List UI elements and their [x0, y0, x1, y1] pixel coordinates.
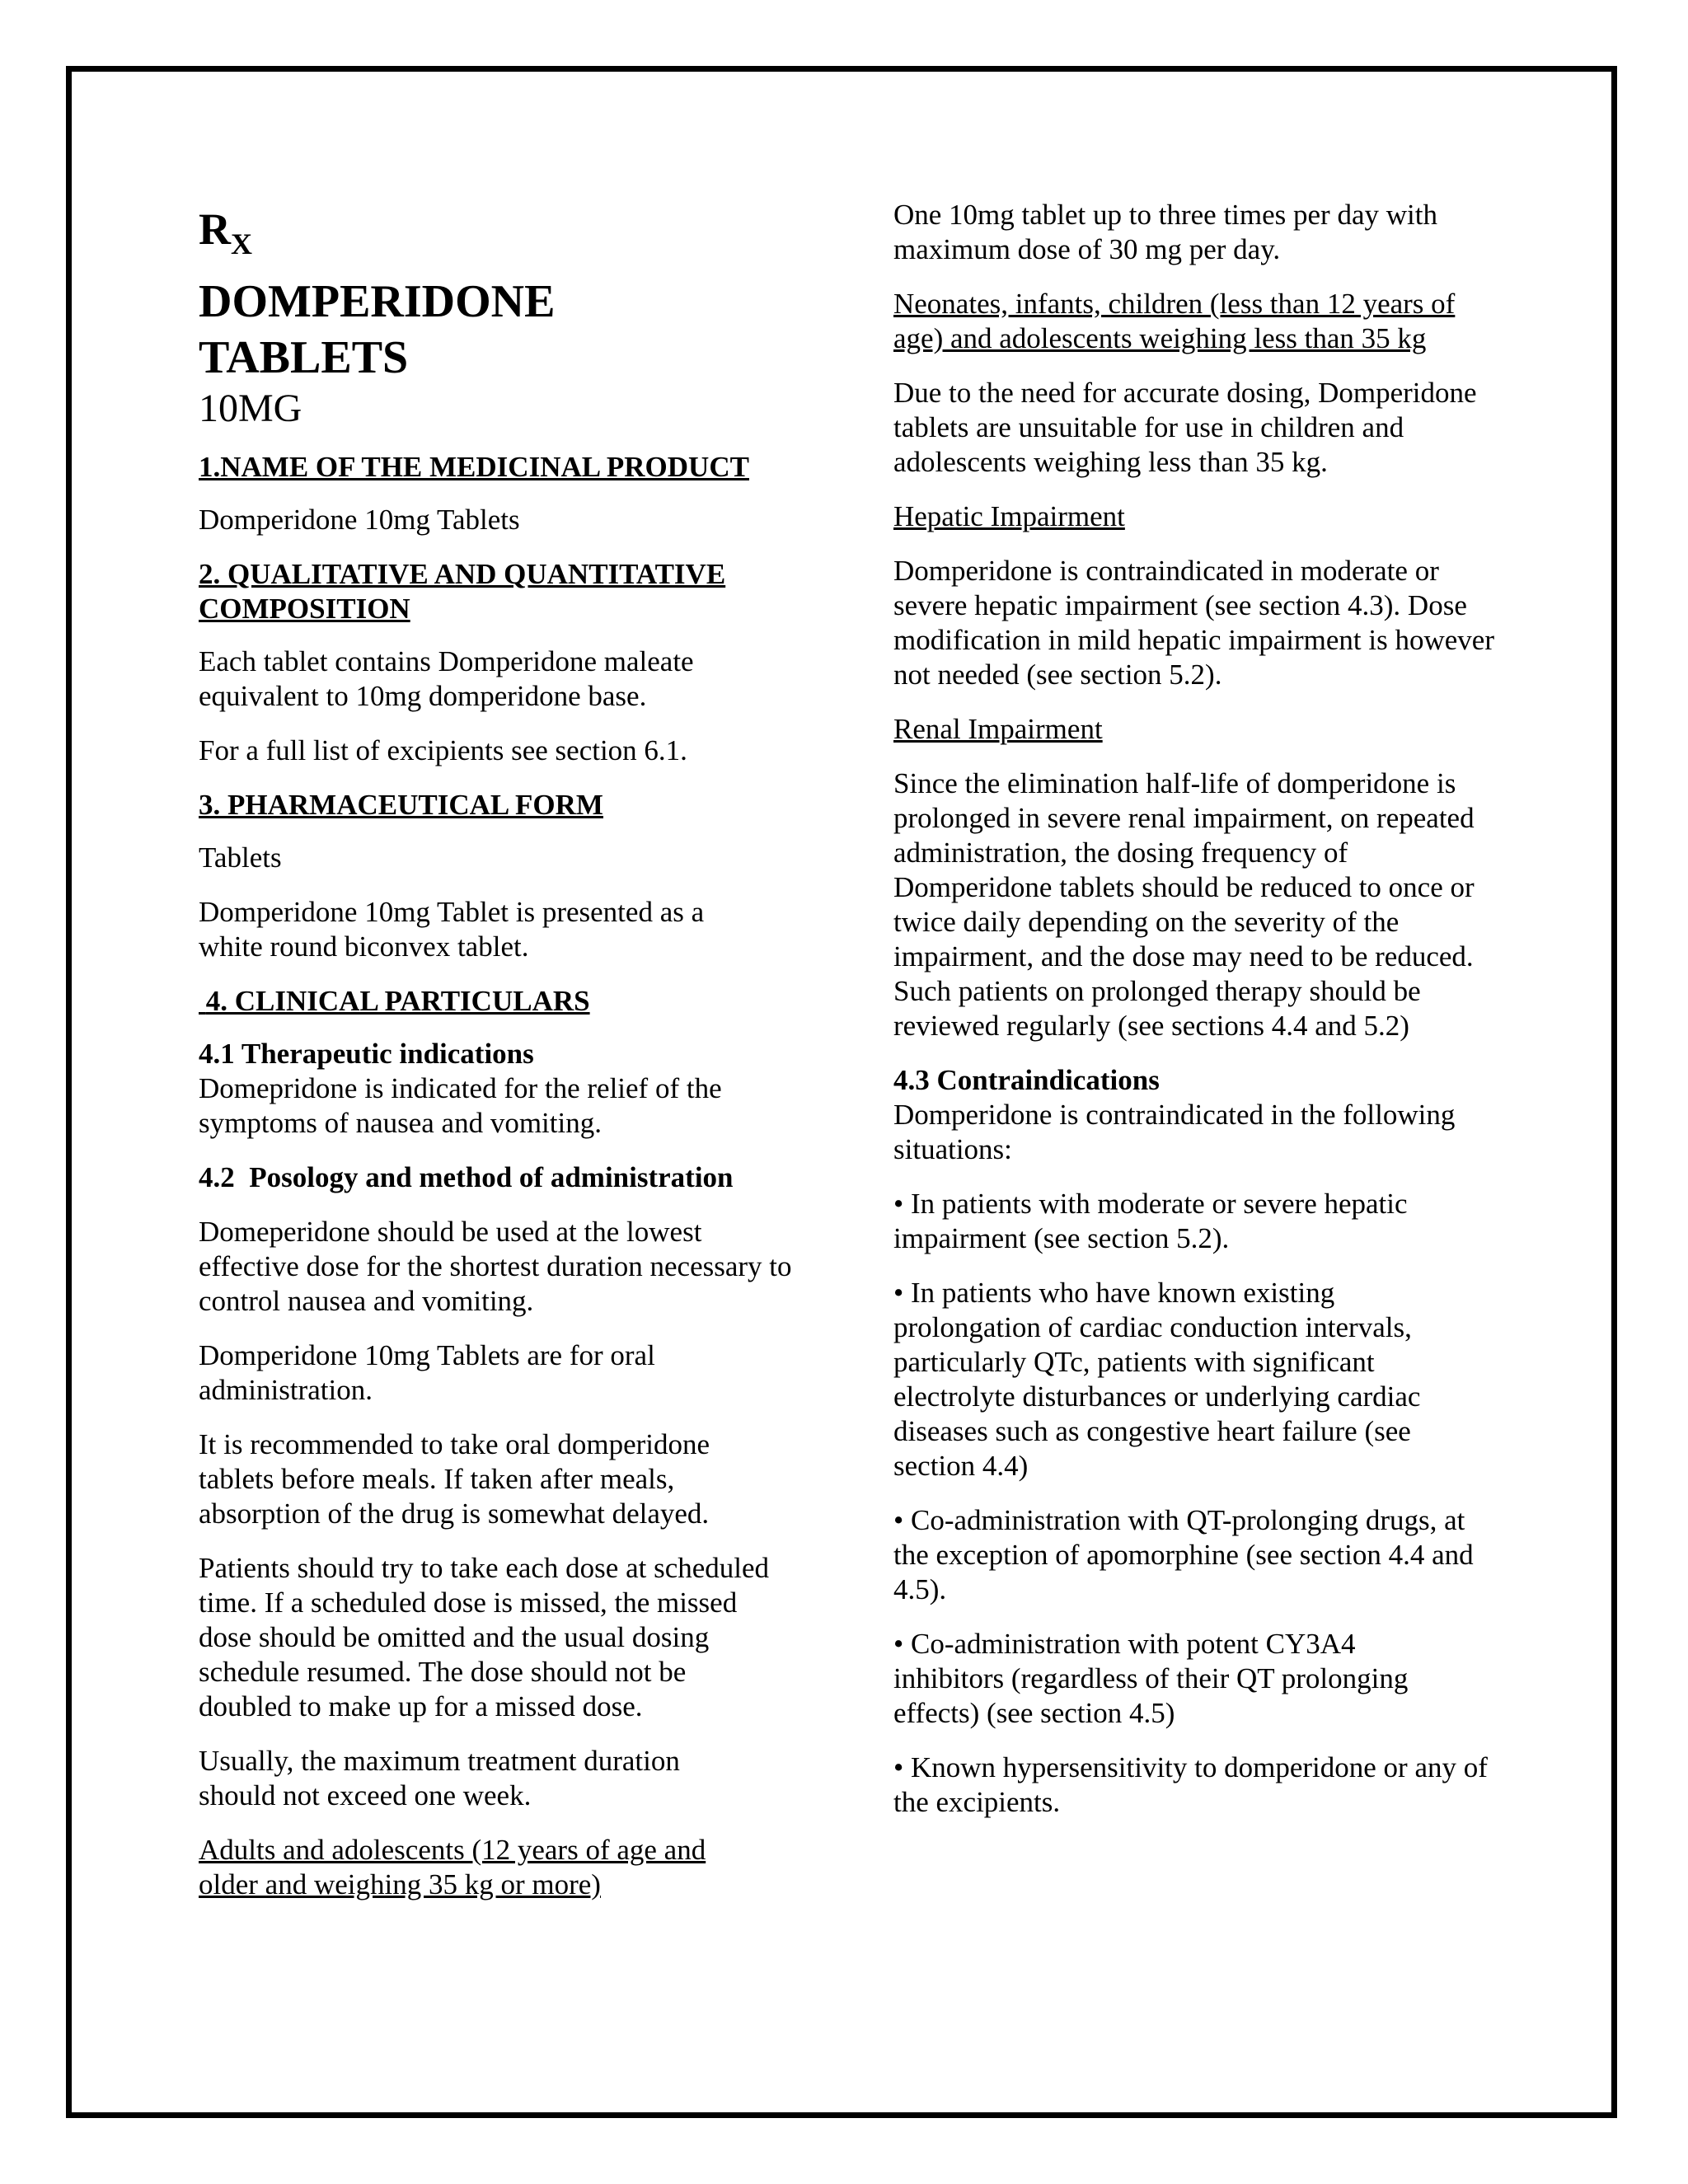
neonates-text: Due to the need for accurate dosing, Domperidone tablets are unsuitable for use in children and adolescents weighing less than 35 kg. — [893, 377, 1477, 478]
section-4-2-text-5: Usually, the maximum treatment duration should not exceed one week. — [199, 1745, 680, 1811]
contraindication-bullet-1: • In patients with moderate or severe hepatic impairment (see section 5.2). — [893, 1188, 1408, 1254]
rx-letter: R — [199, 204, 231, 254]
section-4-2-heading: 4.2 Posology and method of administration — [199, 1161, 734, 1193]
section-4-2-text-2: Domperidone 10mg Tablets are for oral administration. — [199, 1339, 655, 1406]
section-3-text-2: Domperidone 10mg Tablet is presented as a white round biconvex tablet. — [199, 896, 705, 963]
hepatic-heading: Hepatic Impairment — [893, 500, 1125, 532]
section-2-text-1: Each tablet contains Domperidone maleate equivalent to 10mg domperidone base. — [199, 645, 694, 712]
section-2-text-2: For a full list of excipients see section 6.1. — [199, 734, 687, 766]
section-4-3-heading: 4.3 Contraindications — [893, 1064, 1160, 1096]
section-1-text: Domperidone 10mg Tablets — [199, 504, 520, 536]
hepatic-text: Domperidone is contraindicated in moderate or severe hepatic impairment (see section 4.3). Dose modification in mild hepatic impairment is however not needed (see section 5.2). — [893, 555, 1494, 691]
section-3-text-1: Tablets — [199, 841, 282, 874]
product-title: DOMPERIDONE TABLETS — [199, 276, 556, 383]
contraindication-bullet-2: • In patients who have known existing prolongation of cardiac conduction intervals, particularly QTc, patients with significant electrolyte disturbances or underlying cardiac diseases such as congestive heart failure (see section 4.4) — [893, 1277, 1421, 1482]
left-column — [199, 198, 809, 1922]
neonates-heading: Neonates, infants, children (less than 12 years of age) and adolescents weighing less than 35 kg — [893, 288, 1456, 354]
contraindication-bullet-3: • Co-administration with QT-prolonging drugs, at the exception of apomorphine (see section 4.4 and 4.5). — [893, 1504, 1474, 1605]
section-4-3-text: Domperidone is contraindicated in the following situations: — [893, 1099, 1456, 1165]
section-3-heading: 3. PHARMACEUTICAL FORM — [199, 789, 603, 821]
section-4-3 — [893, 1063, 1503, 1167]
section-4-1 — [199, 1037, 809, 1141]
section-4-heading-text: 4. CLINICAL PARTICULARS — [205, 985, 590, 1017]
renal-heading: Renal Impairment — [893, 713, 1103, 745]
section-4-2-text-3: It is recommended to take oral domperidone tablets before meals. If taken after meals, absorption of the drug is somewhat delayed. — [199, 1428, 710, 1530]
section-4-1-text: Domepridone is indicated for the relief of the symptoms of nausea and vomiting. — [199, 1072, 722, 1139]
adults-heading: Adults and adolescents (12 years of age and older and weighing 35 kg or more) — [199, 1834, 706, 1900]
section-1-heading: 1.NAME OF THE MEDICINAL PRODUCT — [199, 451, 749, 483]
contraindication-bullet-5: • Known hypersensitivity to domperidone or any of the excipients. — [893, 1751, 1488, 1818]
adults-dose-text: One 10mg tablet up to three times per day with maximum dose of 30 mg per day. — [893, 199, 1437, 265]
product-strength: 10MG — [199, 387, 302, 430]
renal-text: Since the elimination half-life of domperidone is prolonged in severe renal impairment, on repeated administration, the dosing frequency of Domperidone tablets should be reduced to once or twice daily depending on the severity of the impairment, and the dose may need to be reduced. Such patients on prolonged therapy should be reviewed regularly (see sections 4.4 and 5.2) — [893, 767, 1475, 1042]
contraindication-bullet-4: • Co-administration with potent CY3A4 inhibitors (regardless of their QT prolonging effects) (see section 4.5) — [893, 1628, 1409, 1729]
right-column — [893, 198, 1503, 1840]
section-4-2-text-1: Domeperidone should be used at the lowest effective dose for the shortest duration necessary to control nausea and vomiting. — [199, 1216, 792, 1317]
rx-symbol — [199, 204, 809, 269]
section-2-heading: 2. QUALITATIVE AND QUANTITATIVE COMPOSITION — [199, 558, 726, 625]
section-4-heading — [199, 984, 809, 1019]
rx-subscript: X — [231, 227, 252, 260]
section-4-2-text-4: Patients should try to take each dose at scheduled time. If a scheduled dose is missed, the missed dose should be omitted and the usual dosing schedule resumed. The dose should not be doubled to make up for a missed dose. — [199, 1552, 770, 1722]
section-4-1-heading: 4.1 Therapeutic indications — [199, 1038, 534, 1070]
